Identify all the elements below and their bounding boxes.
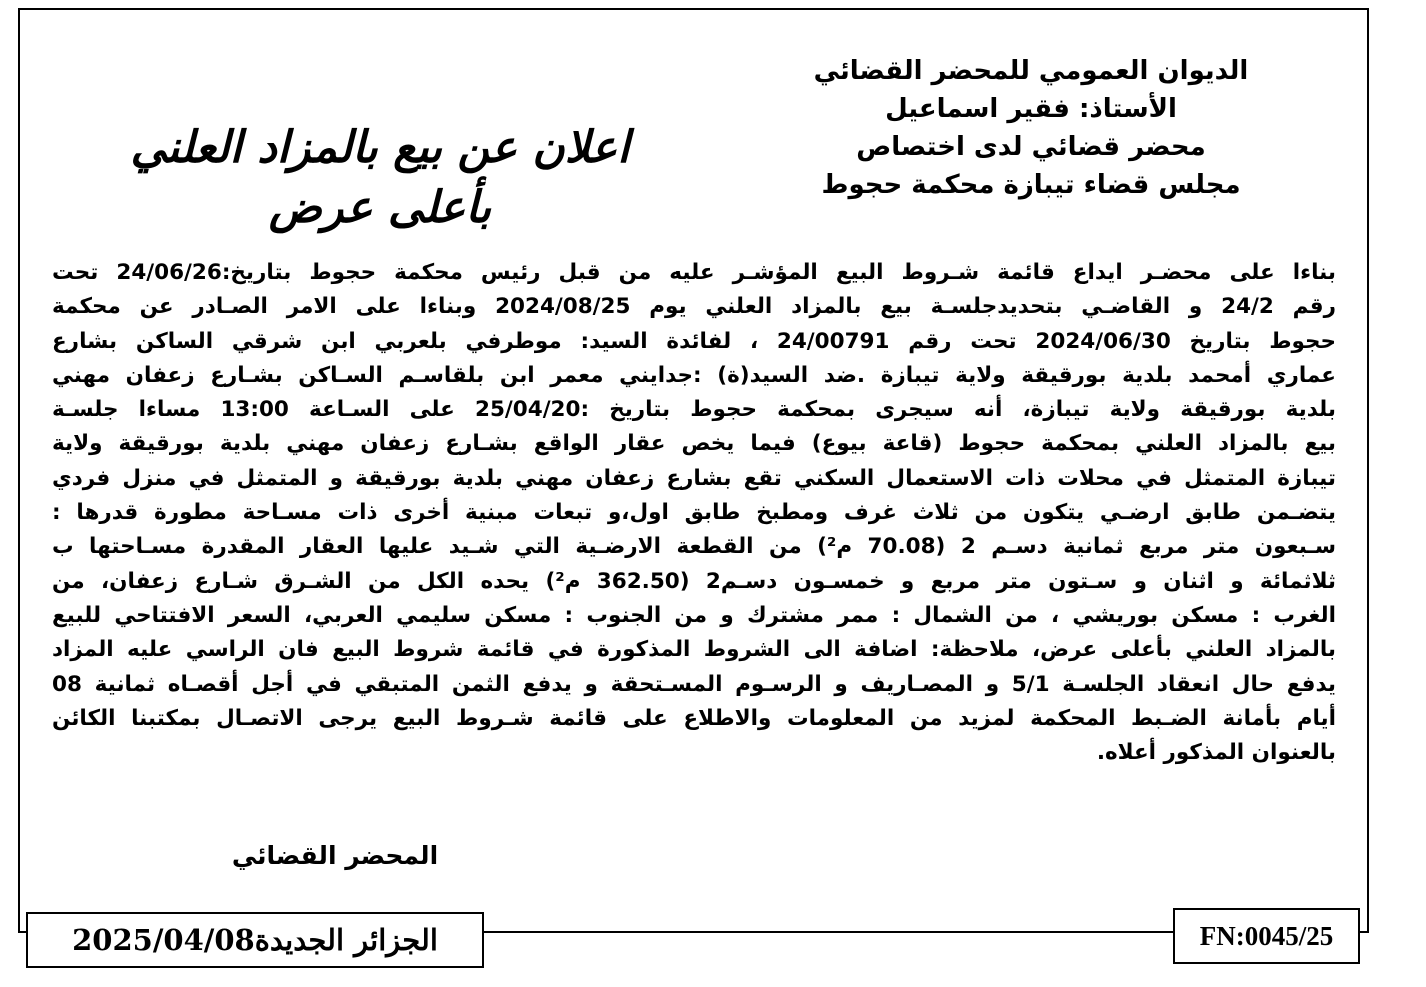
body-line: عماري أمحمد بلدية بورقيقة ولاية تيبازة .ضد السيد(ة) :جدايني معمر ابن بلقاسـم السـاكن بشـارع زعفان مهني — [52, 362, 1336, 388]
announcement-body — [52, 256, 1336, 770]
signature: المحضر القضائي — [231, 841, 439, 870]
body-line: سـبعون متر مربع ثمانية دسـم 2 (70.08 م²) من القطعة الارضـية التي شـيد عليها العقار المقدرة مسـاحتها ب — [52, 534, 1336, 560]
title-line-2: بأعلى عرض — [268, 182, 492, 233]
body-line: يدفع حال انعقاد الجلسـة 5/1 و المصـاريف و الرسـوم المسـتحقة و يدفع الثمن المتبقي في أجل أقصـاه ثمانية 08 — [52, 671, 1336, 697]
bailiff-title: محضر قضائي لدى اختصاص — [856, 132, 1206, 162]
bailiff-name: الأستاذ: فقير اسماعيل — [885, 94, 1177, 124]
file-number-box: FN:0045/25 — [1173, 908, 1360, 964]
body-line: رقم 24/2 و القاضـي بتحديدجلسـة بيع بالمزاد العلني يوم 2024/08/25 وبناءا على الامر الصـادر عن محكمة — [52, 294, 1336, 320]
body-line: بلدية بورقيقة ولاية تيبازة، أنه سيجرى بمحكمة حجوط بتاريخ :25/04/20 على السـاعة 13:00 مساءا جلسـة — [52, 397, 1336, 423]
body-line: يتضـمن طابق ارضـي يتكون من ثلاث غرف ومطبخ طابق اول،و تبعات مبنية أخرى ذات مسـاحة مطورة قدرها : — [52, 500, 1336, 526]
body-line: أيام بأمانة الضـبط المحكمة لمزيد من المعلومات والاطلاع على قائمة شـروط البيع يرجى الاتصـال بمكتبنا الكائن — [52, 705, 1336, 731]
newspaper-date-box: الجزائر الجديدة2025/04/08 — [26, 912, 484, 968]
body-line: بناءا على محضـر ايداع قائمة شـروط البيع المؤشـر عليه من قبل رئيس محكمة حجوط بتاريخ:24/06/26 تحت — [52, 260, 1336, 285]
body-line: حجوط بتاريخ 2024/06/30 تحت رقم 24/00791 ، لفائدة السيد: موطرفي بلعربي ابن شرقي الساكن بشارع — [52, 328, 1336, 354]
body-line: تيبازة المتمثل في محلات ذات الاستعمال السكني تقع بشارع زعفان مهني بلدية بورقيقة و المتمثل في منزل فردي — [52, 465, 1336, 491]
body-line: ثلاثمائة و اثنان و سـتون متر مربع و خمسـون دسـم2 (362.50 م²) يحده الكل من الشـرق شـارع زعفان، من — [52, 568, 1336, 594]
body-line: بيع بالمزاد العلني بمحكمة حجوط (قاعة بيوع) فيما يخص عقار الواقع بشـارع زعفان مهني بلدية بورقيقة ولاية — [52, 431, 1336, 457]
body-line: الغرب : مسكن بوريشي ، من الشمال : ممر مشترك و من الجنوب : مسكن سليمي العربي، السعر الافتتاحي للبيع — [52, 602, 1336, 628]
body-line: بالمزاد العلني بأعلى عرض، ملاحظة: اضافة الى الشروط المذكورة في قائمة شروط البيع فان الراسي عليه المزاد — [52, 637, 1336, 663]
announcement-title — [80, 118, 680, 238]
office-header — [796, 52, 1266, 204]
body-line: بالعنوان المذكور أعلاه. — [1096, 740, 1336, 766]
court-jurisdiction: مجلس قضاء تيبازة محكمة حجوط — [821, 170, 1241, 200]
title-line-1: اعلان عن بيع بالمزاد العلني — [130, 122, 630, 173]
office-name: الديوان العمومي للمحضر القضائي — [813, 56, 1249, 86]
